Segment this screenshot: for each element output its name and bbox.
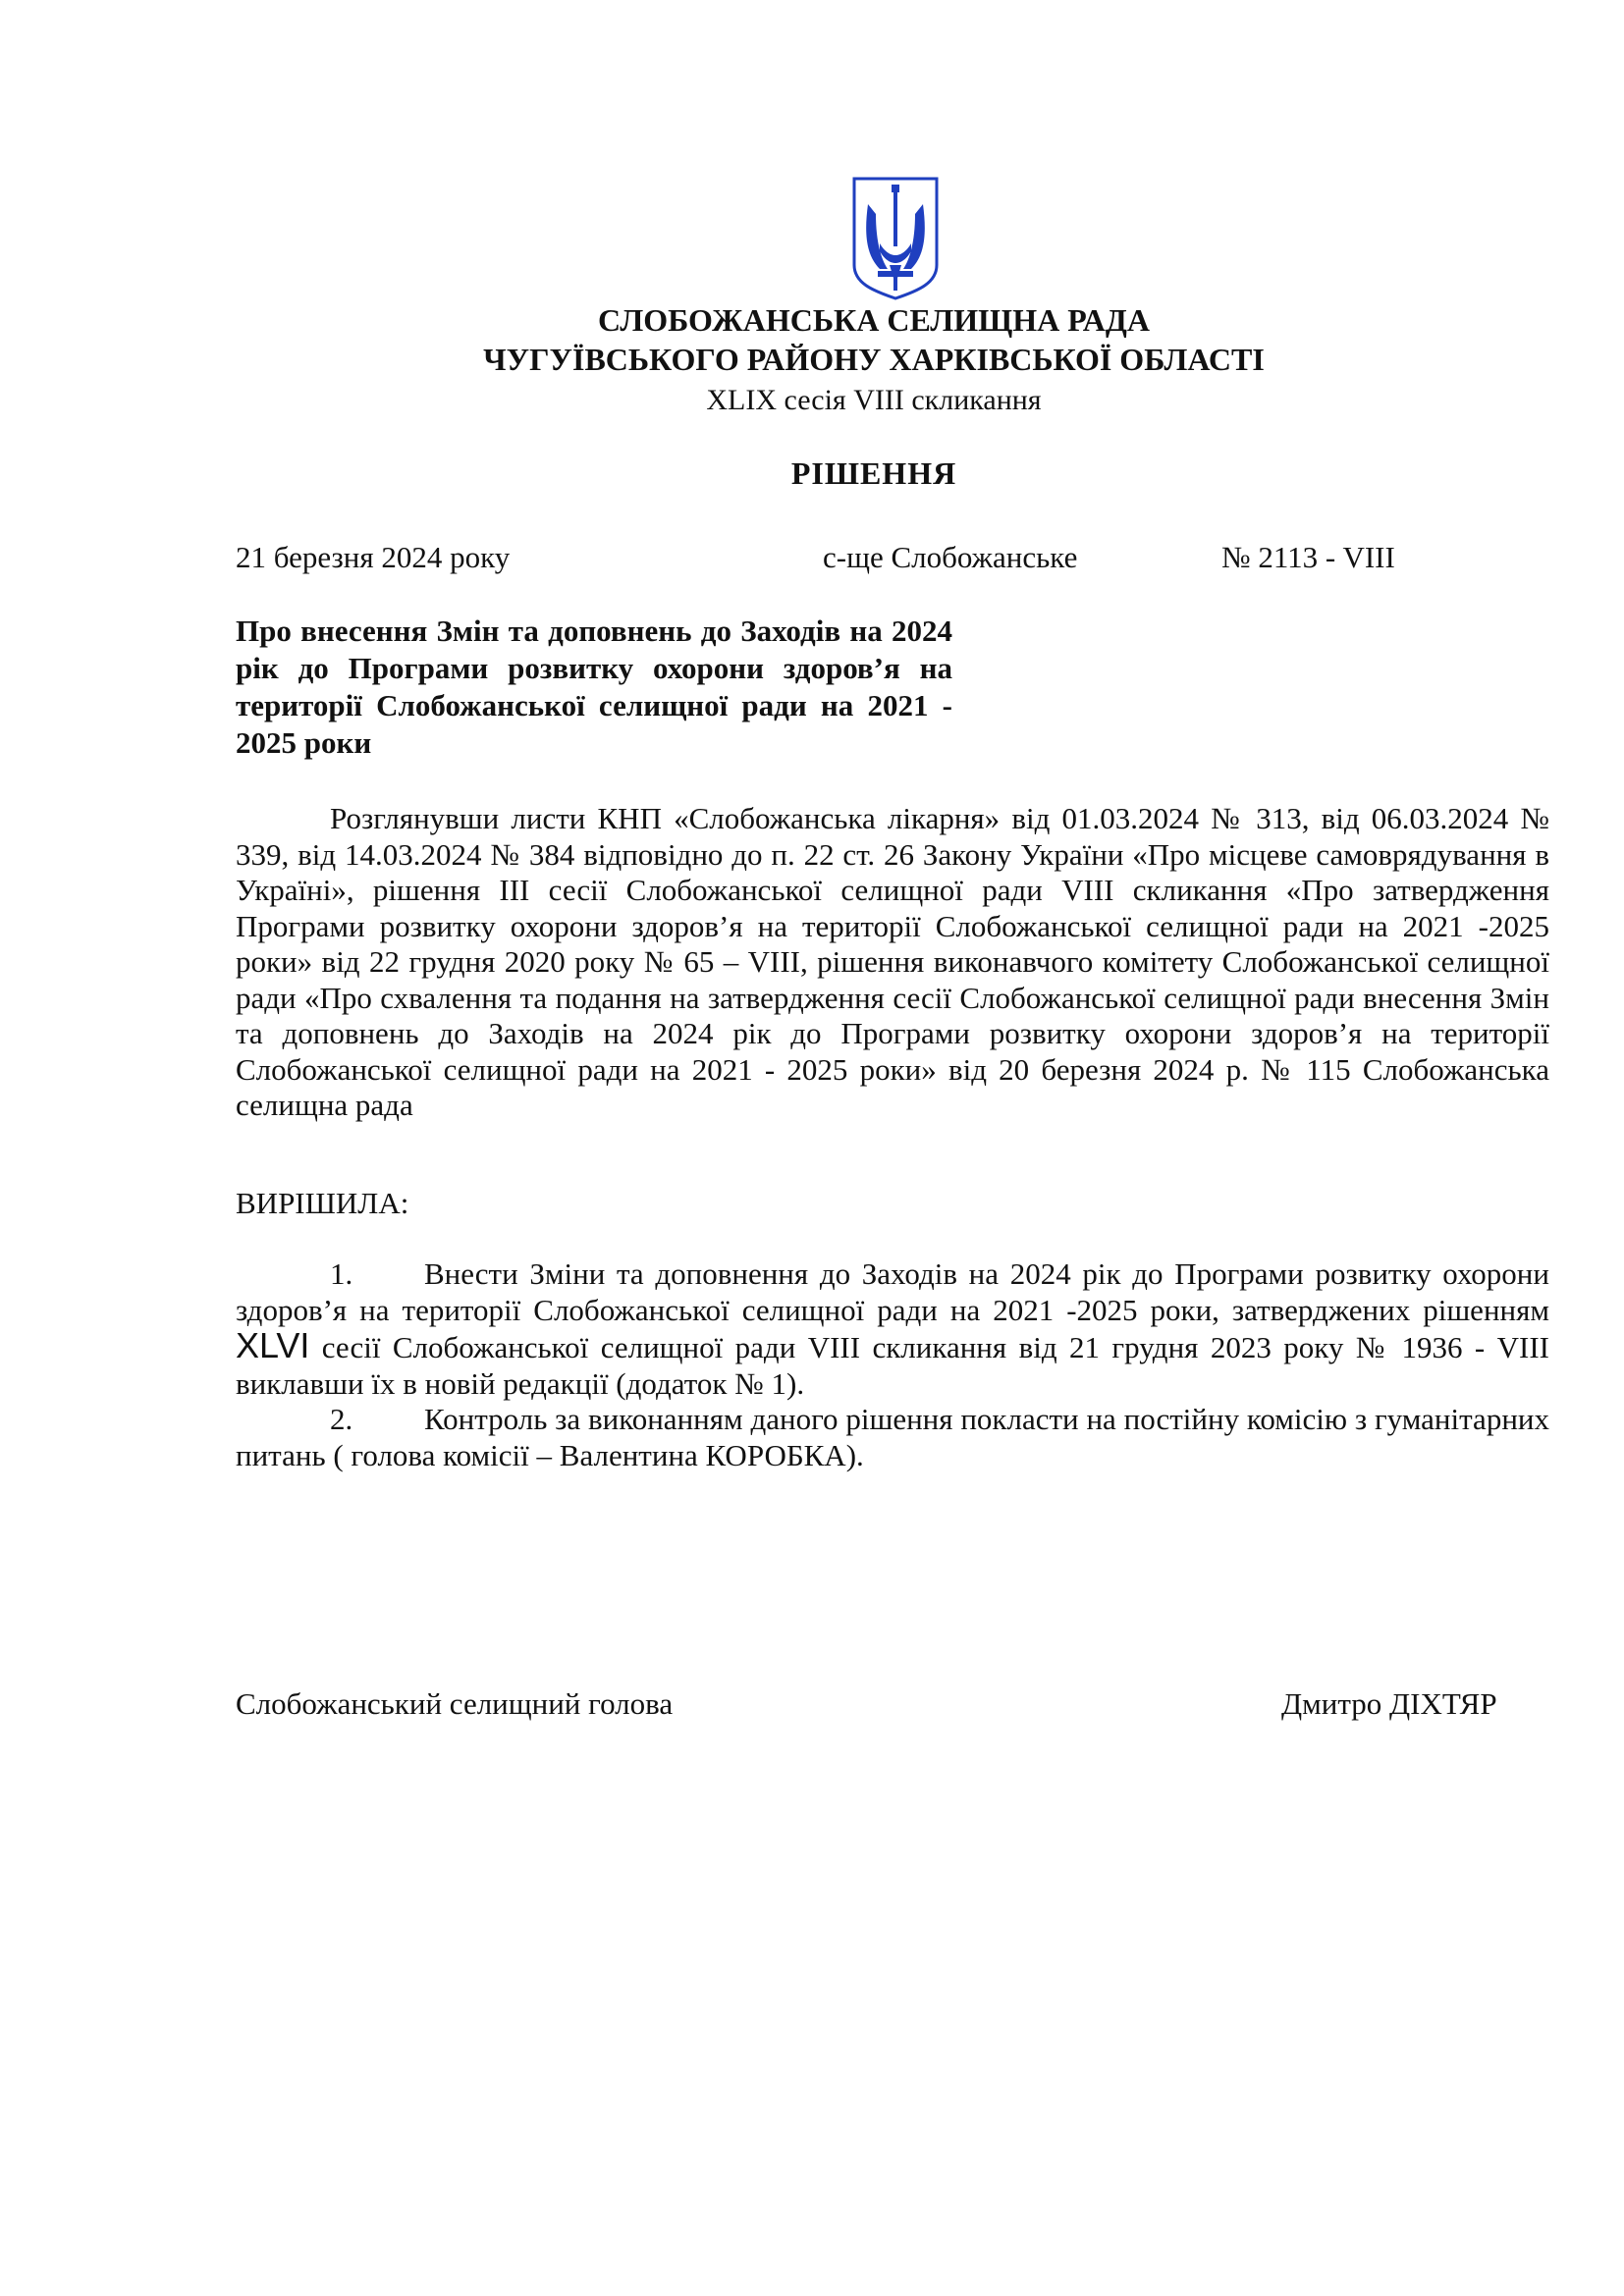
council-name: СЛОБОЖАНСЬКА СЕЛИЩНА РАДА (598, 302, 1150, 338)
decision-item-2 (236, 1402, 1549, 1473)
decision-date: 21 березня 2024 року (236, 540, 511, 574)
document-type: РІШЕННЯ (790, 455, 957, 491)
signatory-name: Дмитро ДІХТЯР (1281, 1686, 1497, 1721)
decided-label: ВИРІШИЛА: (236, 1186, 409, 1220)
decision-number: № 2113 - VIII (1221, 540, 1395, 574)
decision-items (236, 1256, 1549, 1473)
item-number: 1. (330, 1256, 353, 1291)
signatory-title: Слобожанський селищний голова (236, 1686, 674, 1721)
item-text-before: Внести Зміни та доповнення до Заходів на 2024 рік до Програми розвитку охорони здоров’я на території Слобожанської селищної ради на 2021 -2025 роки, затверджених рішенням (236, 1256, 1549, 1327)
preamble-paragraph: Розглянувши листи КНП «Слобожанська лікарня» від 01.03.2024 № 313, від 06.03.2024 № 339, від 14.03.2024 № 384 відповідно до п. 22 ст. 26 Закону України «Про місцеве самоврядування в Україні», рішення III сесії Слобожанської селищної ради VIII скликання «Про затвердження Програми розвитку охорони здоров’я на території Слобожанської селищної ради на 2021 -2025 роки» від 22 грудня 2020 року № 65 – VIII, рішення виконавчого комітету Слобожанської селищної ради «Про схвалення та подання на затвердження сесії Слобожанської селищної ради внесення Змін та доповнень до Заходів на 2024 рік до Програми розвитку охорони здоров’я на території Слобожанської селищної ради на 2021 - 2025 роки» від 20 березня 2024 р. № 115 Слобожанська селищна рада (236, 801, 1549, 1122)
session-line: XLIX сесія VIII скликання (706, 384, 1042, 416)
item-text-after: сесії Слобожанської селищної ради VIII скликання від 21 грудня 2023 року № 1936 - VIII виклавши їх в новій редакції (додаток № 1). (236, 1330, 1549, 1401)
item-session-roman: XLVI (236, 1325, 310, 1365)
coat-of-arms-of-ukraine-icon (850, 175, 941, 302)
decision-item-1 (236, 1256, 1549, 1402)
decision-place: с-ще Слобожанське (823, 540, 1078, 574)
item-text: Контроль за виконанням даного рішення покласти на постійну комісію з гуманітарних питань ( голова комісії – Валентина КОРОБКА). (236, 1402, 1549, 1472)
decision-subject: Про внесення Змін та доповнень до Заходів на 2024 рік до Програми розвитку охорони здоров’я на території Слобожанської селищної ради на 2021 - 2025 роки (236, 614, 952, 760)
item-number: 2. (330, 1402, 353, 1436)
district-name: ЧУГУЇВСЬКОГО РАЙОНУ ХАРКІВСЬКОЇ ОБЛАСТІ (483, 342, 1265, 377)
